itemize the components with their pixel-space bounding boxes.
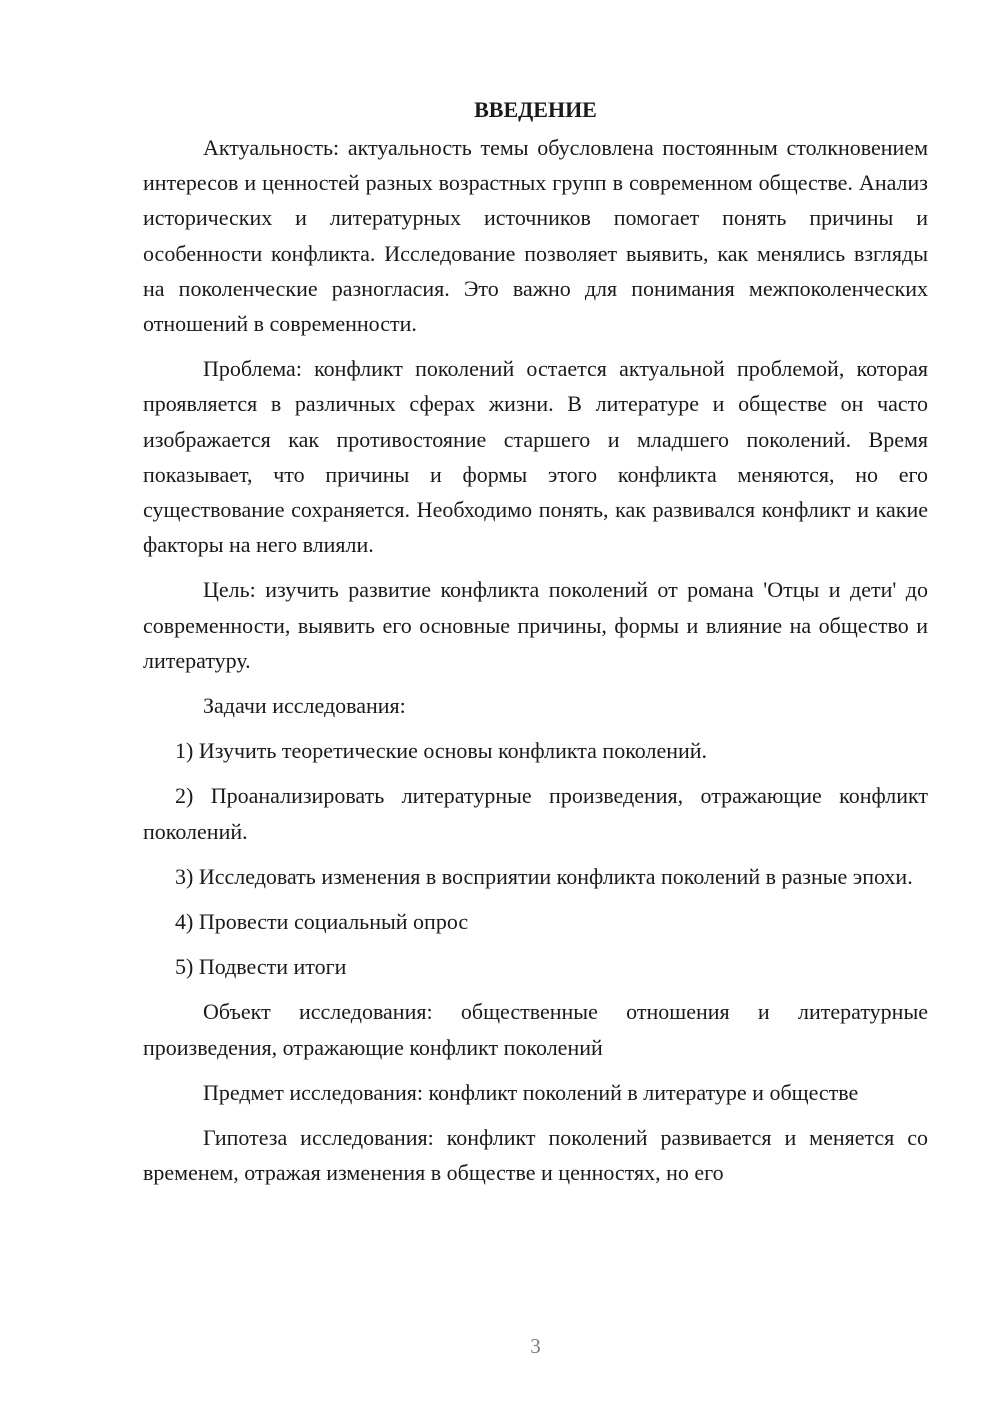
task-item: 2) Проанализировать литературные произведения, отражающие конфликт поколений. bbox=[143, 783, 928, 844]
hypothesis-paragraph: Гипотеза исследования: конфликт поколений развивается и меняется со временем, отражая изменения в обществе и ценностях, но его bbox=[143, 1125, 928, 1186]
task-item: 4) Провести социальный опрос bbox=[175, 909, 469, 935]
tasks-heading: Задачи исследования: bbox=[203, 693, 406, 719]
task-item: 3) Исследовать изменения в восприятии конфликта поколений в разные эпохи. bbox=[175, 863, 913, 889]
subject-paragraph: Предмет исследования: конфликт поколений в литературе и обществе bbox=[203, 1079, 859, 1105]
relevance-paragraph: Актуальность: актуальность темы обусловлена постоянным столкновением интересов и ценностей разных возрастных групп в современном обществе. Анализ исторических и литературных источников помогает понять причины и особенности конфликта. Исследование позволяет выявить, как менялись взгляды на поколенческие разногласия. Это важно для понимания межпоколенческих отношений в современности. bbox=[143, 135, 928, 337]
page-content bbox=[143, 92, 928, 1200]
section-title: ВВЕДЕНИЕ bbox=[474, 97, 597, 122]
goal-paragraph: Цель: изучить развитие конфликта поколений от романа 'Отцы и дети' до современности, выявить его основные причины, формы и влияние на общество и литературу. bbox=[143, 577, 928, 673]
task-item: 5) Подвести итоги bbox=[175, 954, 347, 980]
object-paragraph: Объект исследования: общественные отношения и литературные произведения, отражающие конфликт поколений bbox=[143, 999, 928, 1060]
task-item: 1) Изучить теоретические основы конфликта поколений. bbox=[175, 738, 708, 764]
problem-paragraph: Проблема: конфликт поколений остается актуальной проблемой, которая проявляется в различных сферах жизни. В литературе и обществе он часто изображается как противостояние старшего и младшего поколений. Время показывает, что причины и формы этого конфликта меняются, но его существование сохраняется. Необходимо понять, как развивался конфликт и какие факторы на него влияли. bbox=[143, 356, 928, 558]
page-number: 3 bbox=[530, 1334, 541, 1358]
